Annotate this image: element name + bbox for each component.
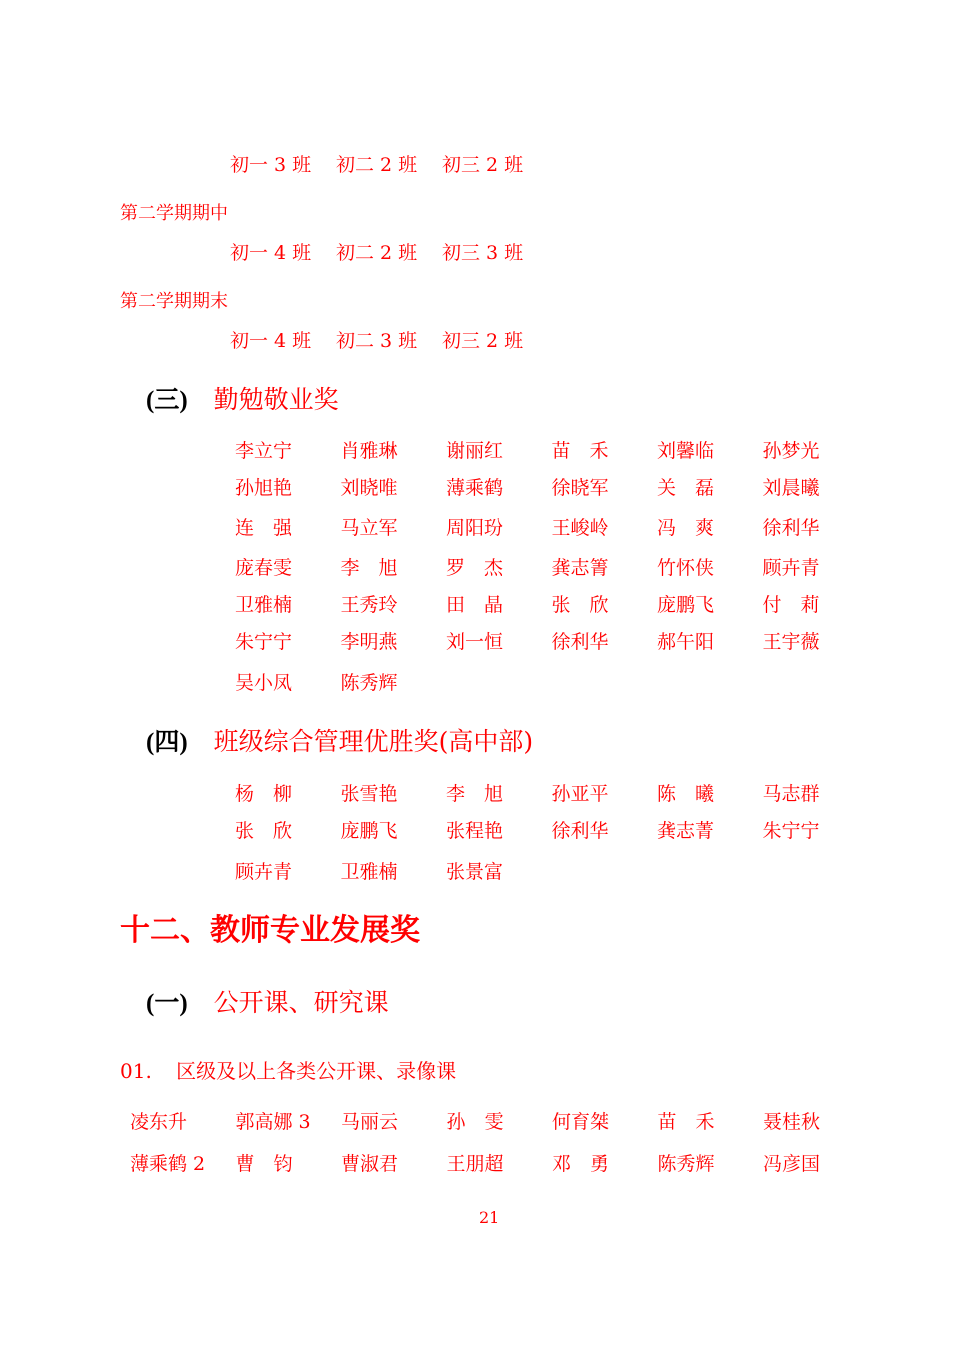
award-name: 龚志箐 xyxy=(551,557,609,579)
award-name: 冯彦国 xyxy=(763,1153,821,1175)
section3-heading xyxy=(146,380,339,416)
award-name: 何育桀 xyxy=(552,1111,610,1133)
award-name: 冯 爽 xyxy=(657,517,715,539)
award-name: 李 旭 xyxy=(446,783,504,805)
award-name: 张景富 xyxy=(446,861,504,883)
section4-title: 班级综合管理优胜奖(高中部) xyxy=(213,727,534,756)
item01-heading xyxy=(120,1055,456,1084)
award-name: 孙亚平 xyxy=(551,783,609,805)
item01-title: 区级及以上各类公开课、录像课 xyxy=(176,1059,457,1083)
award-name: 卫雅楠 xyxy=(235,594,293,616)
class-item: 初一 4 班 xyxy=(230,330,312,352)
award-name: 聂桂秋 xyxy=(763,1111,821,1133)
award-name: 庞鹏飞 xyxy=(340,820,398,842)
award-name: 刘晓唯 xyxy=(340,477,398,499)
award-name: 庞春雯 xyxy=(235,557,293,579)
award-name: 苗 禾 xyxy=(551,440,609,462)
award-name: 孙旭艳 xyxy=(235,477,293,499)
award-name: 肖雅琳 xyxy=(340,440,398,462)
award-name: 曹淑君 xyxy=(341,1153,399,1175)
award-name: 朱宁宁 xyxy=(762,820,820,842)
award-name: 陈秀辉 xyxy=(340,672,398,694)
award-name: 徐利华 xyxy=(762,517,820,539)
award-name: 张 欣 xyxy=(235,820,293,842)
award-name: 孙 雯 xyxy=(446,1111,504,1133)
award-name: 王秀玲 xyxy=(340,594,398,616)
section12-1-number: (一) xyxy=(146,990,188,1017)
award-name: 陈秀辉 xyxy=(657,1153,715,1175)
award-name: 庞鹏飞 xyxy=(657,594,715,616)
award-name: 田 晶 xyxy=(446,594,504,616)
award-name: 顾卉青 xyxy=(762,557,820,579)
award-name: 竹怀侠 xyxy=(657,557,715,579)
award-name: 朱宁宁 xyxy=(235,631,293,653)
award-name: 陈 曦 xyxy=(657,783,715,805)
class-item: 初二 2 班 xyxy=(336,242,418,264)
item01-number: 01. xyxy=(120,1059,152,1083)
award-name: 连 强 xyxy=(235,517,293,539)
award-name: 杨 柳 xyxy=(235,783,293,805)
award-name: 徐利华 xyxy=(551,820,609,842)
section3-title: 勤勉敬业奖 xyxy=(213,385,339,414)
award-name: 李 旭 xyxy=(340,557,398,579)
award-name: 刘一恒 xyxy=(446,631,504,653)
award-name: 孙梦光 xyxy=(762,440,820,462)
award-name: 邓 勇 xyxy=(552,1153,610,1175)
award-name: 薄乘鹤 2 xyxy=(130,1153,206,1175)
section4-number: (四) xyxy=(146,729,188,756)
class-item: 初二 3 班 xyxy=(336,330,418,352)
section12-1-heading xyxy=(146,983,389,1019)
class-item: 初二 2 班 xyxy=(336,154,418,176)
award-name: 张程艳 xyxy=(446,820,504,842)
section3-number: (三) xyxy=(146,387,188,414)
term-mid-label: 第二学期期中 xyxy=(120,203,228,224)
award-name: 马丽云 xyxy=(341,1111,399,1133)
class-item: 初一 4 班 xyxy=(230,242,312,264)
award-name: 王峻岭 xyxy=(551,517,609,539)
award-name: 李明燕 xyxy=(340,631,398,653)
term-end-label: 第二学期期末 xyxy=(120,291,228,312)
award-name: 徐利华 xyxy=(551,631,609,653)
class-item: 初三 2 班 xyxy=(442,330,524,352)
award-name: 刘晨曦 xyxy=(762,477,820,499)
award-name: 关 磊 xyxy=(657,477,715,499)
section4-heading xyxy=(146,722,533,758)
award-name: 卫雅楠 xyxy=(340,861,398,883)
award-name: 马志群 xyxy=(762,783,820,805)
class-item: 初三 3 班 xyxy=(442,242,524,264)
award-name: 郭高娜 3 xyxy=(235,1111,311,1133)
section12-1-title: 公开课、研究课 xyxy=(213,988,389,1017)
award-name: 张雪艳 xyxy=(340,783,398,805)
award-name: 凌东升 xyxy=(130,1111,188,1133)
award-name: 薄乘鹤 xyxy=(446,477,504,499)
award-name: 罗 杰 xyxy=(446,557,504,579)
award-name: 刘馨临 xyxy=(657,440,715,462)
award-name: 龚志菁 xyxy=(657,820,715,842)
page-number: 21 xyxy=(479,1208,500,1227)
award-name: 郝午阳 xyxy=(657,631,715,653)
chapter12-heading: 十二、教师专业发展奖 xyxy=(120,913,420,948)
award-name: 顾卉青 xyxy=(235,861,293,883)
award-name: 张 欣 xyxy=(551,594,609,616)
award-name: 李立宁 xyxy=(235,440,293,462)
award-name: 王宇薇 xyxy=(762,631,820,653)
award-name: 马立军 xyxy=(340,517,398,539)
class-item: 初三 2 班 xyxy=(442,154,524,176)
award-name: 周阳玢 xyxy=(446,517,504,539)
award-name: 谢丽红 xyxy=(446,440,504,462)
award-name: 苗 禾 xyxy=(657,1111,715,1133)
class-item: 初一 3 班 xyxy=(230,154,312,176)
award-name: 徐晓军 xyxy=(551,477,609,499)
award-name: 曹 钧 xyxy=(235,1153,293,1175)
award-name: 王朋超 xyxy=(446,1153,504,1175)
award-name: 吴小凤 xyxy=(235,672,293,694)
award-name: 付 莉 xyxy=(762,594,820,616)
